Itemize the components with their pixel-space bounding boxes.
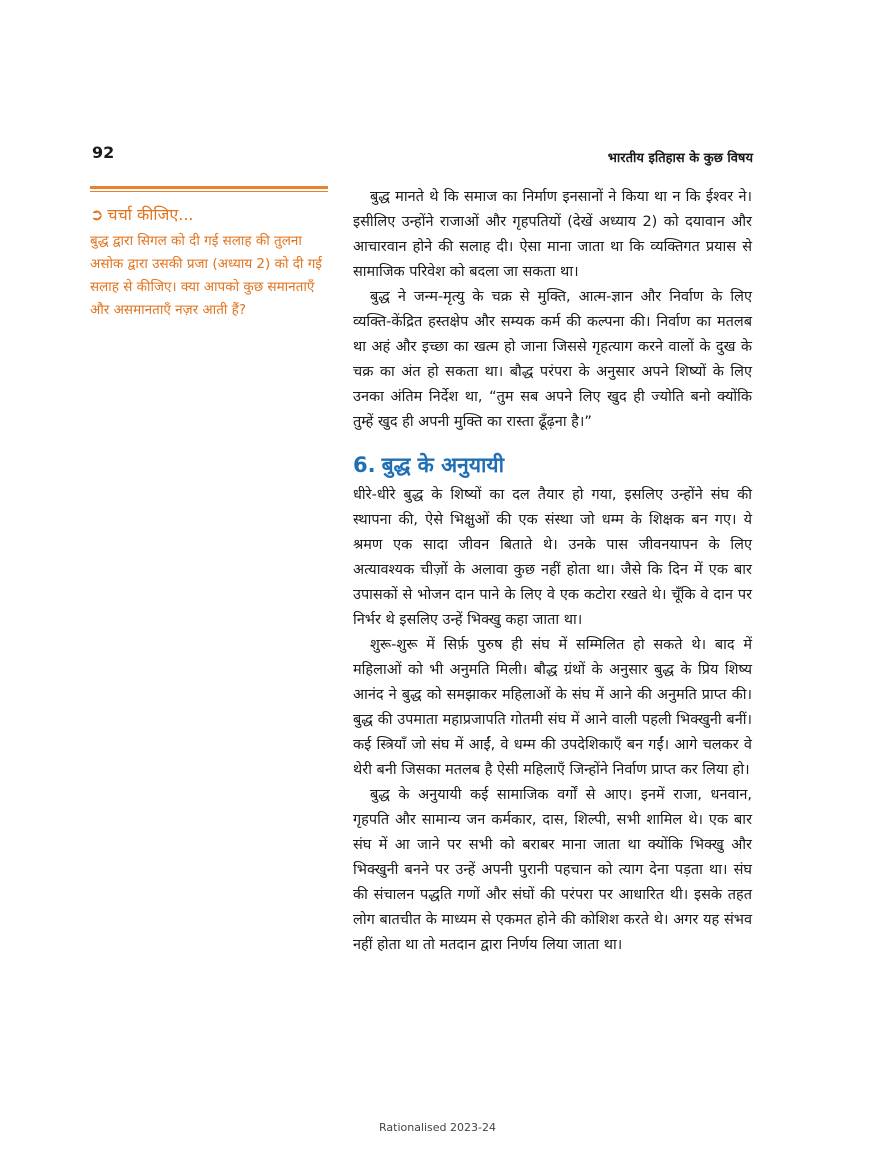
section-title: बुद्ध के अनुयायी bbox=[381, 453, 505, 477]
paragraph: धीरे-धीरे बुद्ध के शिष्यों का दल तैयार हो गया, इसलिए उन्होंने संघ की स्थापना की, ऐसे भिक्षुओं की एक संस्था जो धम्म के शिक्षक बन गए। ये श्रमण एक सादा जीवन बिताते थे। उनके पास जीवनयापन के लिए अत्यावश्यक चीज़ों के अलावा कुछ नहीं होता था। जैसे कि दिन में एक बार उपासकों से भोजन दान पाने के लिए वे एक कटोरा रखते थे। चूँकि वे दान पर निर्भर थे इसलिए उन्हें भिक्खु कहा जाता था। bbox=[353, 487, 752, 628]
running-head: भारतीय इतिहास के कुछ विषय bbox=[607, 151, 753, 166]
footer-text: Rationalised 2023-24 bbox=[378, 1121, 496, 1134]
discussion-sidebar bbox=[90, 186, 328, 322]
paragraph: बुद्ध मानते थे कि समाज का निर्माण इनसानों ने किया था न कि ईश्वर ने। इसीलिए उन्होंने राजाओं और गृहपतियों (देखें अध्याय 2) को दयावान और आचारवान होने की सलाह दी। ऐसा माना जाता था कि व्यक्तिगत प्रयास से सामाजिक परिवेश को बदला जा सकता था। bbox=[353, 189, 752, 280]
sidebar-heading bbox=[90, 204, 328, 226]
sidebar-heading-text: चर्चा कीजिए... bbox=[107, 205, 194, 224]
paragraph: शुरू-शुरू में सिर्फ़ पुरुष ही संघ में सम्मिलित हो सकते थे। बाद में महिलाओं को भी अनुमति मिली। बौद्ध ग्रंथों के अनुसार बुद्ध के प्रिय शिष्य आनंद ने बुद्ध को समझाकर महिलाओं के संघ में आने की अनुमति प्राप्त की। बुद्ध की उपमाता महाप्रजापति गोतमी संघ में आने वाली पहली भिक्खुनी बनीं। कई स्त्रियाँ जो संघ में आईं, वे धम्म की उपदेशिकाएँ बन गईं। आगे चलकर वे थेरी बनी जिसका मतलब है ऐसी महिलाएँ जिन्होंने निर्वाण प्राप्त कर लिया हो। bbox=[353, 637, 752, 778]
paragraph: बुद्ध के अनुयायी कई सामाजिक वर्गों से आए। इनमें राजा, धनवान, गृहपति और सामान्य जन कर्मकार, दास, शिल्पी, सभी शामिल थे। एक बार संघ में आ जाने पर सभी को बराबर माना जाता था क्योंकि भिक्खु और भिक्खुनी बनने पर उन्हें अपनी पुरानी पहचान को त्याग देना पड़ता था। संघ की संचालन पद्धति गणों और संघों की परंपरा पर आधारित थी। इसके तहत लोग बातचीत के माध्यम से एकमत होने की कोशिश करते थे। अगर यह संभव नहीं होता था तो मतदान द्वारा निर्णय लिया जाता था। bbox=[353, 787, 752, 953]
sidebar-rule-thin bbox=[90, 191, 328, 192]
paragraph: बुद्ध ने जन्म-मृत्यु के चक्र से मुक्ति, आत्म-ज्ञान और निर्वाण के लिए व्यक्ति-केंद्रित हस्तक्षेप और सम्यक कर्म की कल्पना की। निर्वाण का मतलब था अहं और इच्छा का खत्म हो जाना जिससे गृहत्याग करने वालों के दुख के चक्र का अंत हो सकता था। बौद्ध परंपरा के अनुसार अपने शिष्यों के लिए उनका अंतिम निर्देश था, “तुम सब अपने लिए खुद ही ज्योति बनो क्योंकि तुम्हें खुद ही अपनी मुक्ति का रास्ता ढूँढ़ना है।” bbox=[353, 289, 752, 430]
sidebar-body: बुद्ध द्वारा सिगल को दी गई सलाह की तुलना असोक द्वारा उसकी प्रजा (अध्याय 2) को दी गई सलाह से कीजिए। क्या आपको कुछ समानताएँ और असमानताएँ नज़र आती हैं? bbox=[90, 233, 322, 318]
arrow-right-icon: ➲ bbox=[90, 205, 104, 224]
sidebar-rule-thick bbox=[90, 186, 328, 189]
section-heading bbox=[353, 451, 752, 479]
page-number: 92 bbox=[92, 143, 115, 162]
main-column bbox=[353, 185, 752, 958]
section-number: 6. bbox=[353, 453, 376, 477]
